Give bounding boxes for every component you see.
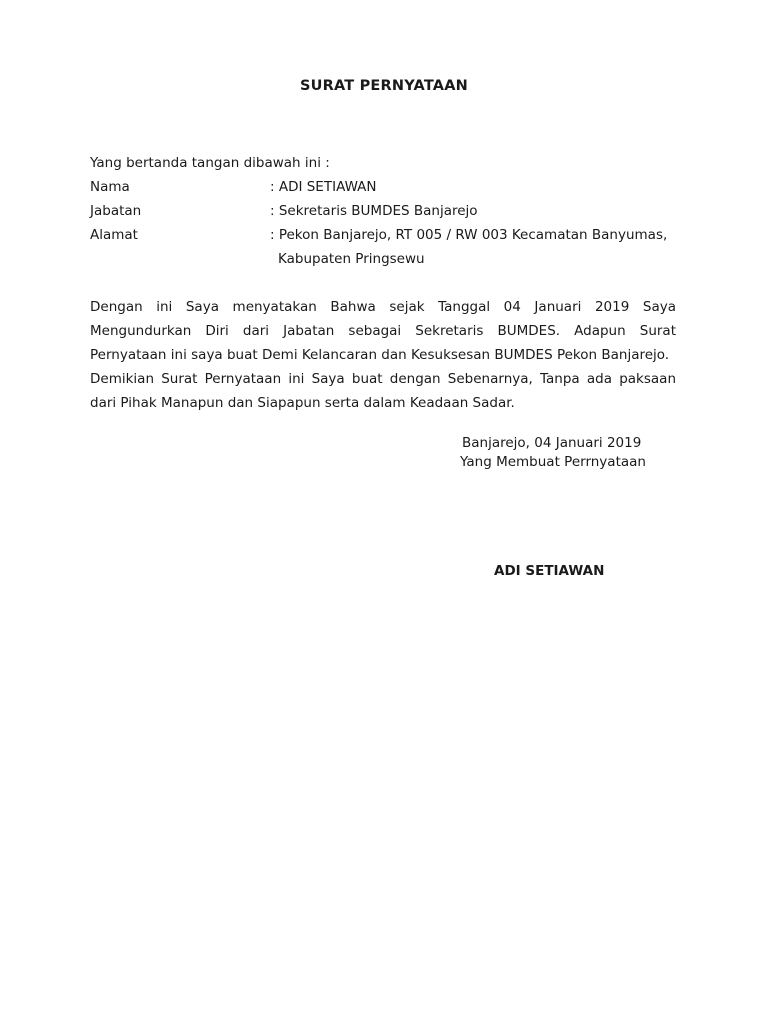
field-label-alamat: Alamat (90, 227, 138, 243)
signature-role: Yang Membuat Perrnyataan (460, 454, 646, 470)
field-label-jabatan: Jabatan (90, 203, 142, 219)
field-value-alamat-continuation: Kabupaten Pringsewu (278, 251, 425, 267)
body-paragraph-2: Demikian Surat Pernyataan ini Saya buat dengan Sebenarnya, Tanpa ada paksaan dari Pihak Manapun dan Siapapun serta dalam Keadaan Sadar. (90, 371, 676, 411)
field-value-nama: : ADI SETIAWAN (270, 179, 377, 195)
document-title: SURAT PERNYATAAN (299, 78, 468, 94)
field-value-jabatan: : Sekretaris BUMDES Banjarejo (270, 203, 478, 219)
body-paragraph-1: Dengan ini Saya menyatakan Bahwa sejak Tanggal 04 Januari 2019 Saya Mengundurkan Diri dari Jabatan sebagai Sekretaris BUMDES. Adapun Surat Pernyataan ini saya buat Demi Kelancaran dan Kesuksesan BUMDES Pekon Banjarejo. (90, 299, 676, 363)
field-label-nama: Nama (90, 179, 130, 195)
body-text (90, 295, 676, 415)
intro-text: Yang bertanda tangan dibawah ini : (90, 155, 330, 171)
signature-place-date: Banjarejo, 04 Januari 2019 (462, 435, 642, 451)
signature-name: ADI SETIAWAN (494, 563, 605, 579)
field-value-alamat: : Pekon Banjarejo, RT 005 / RW 003 Kecamatan Banyumas, (270, 227, 668, 243)
